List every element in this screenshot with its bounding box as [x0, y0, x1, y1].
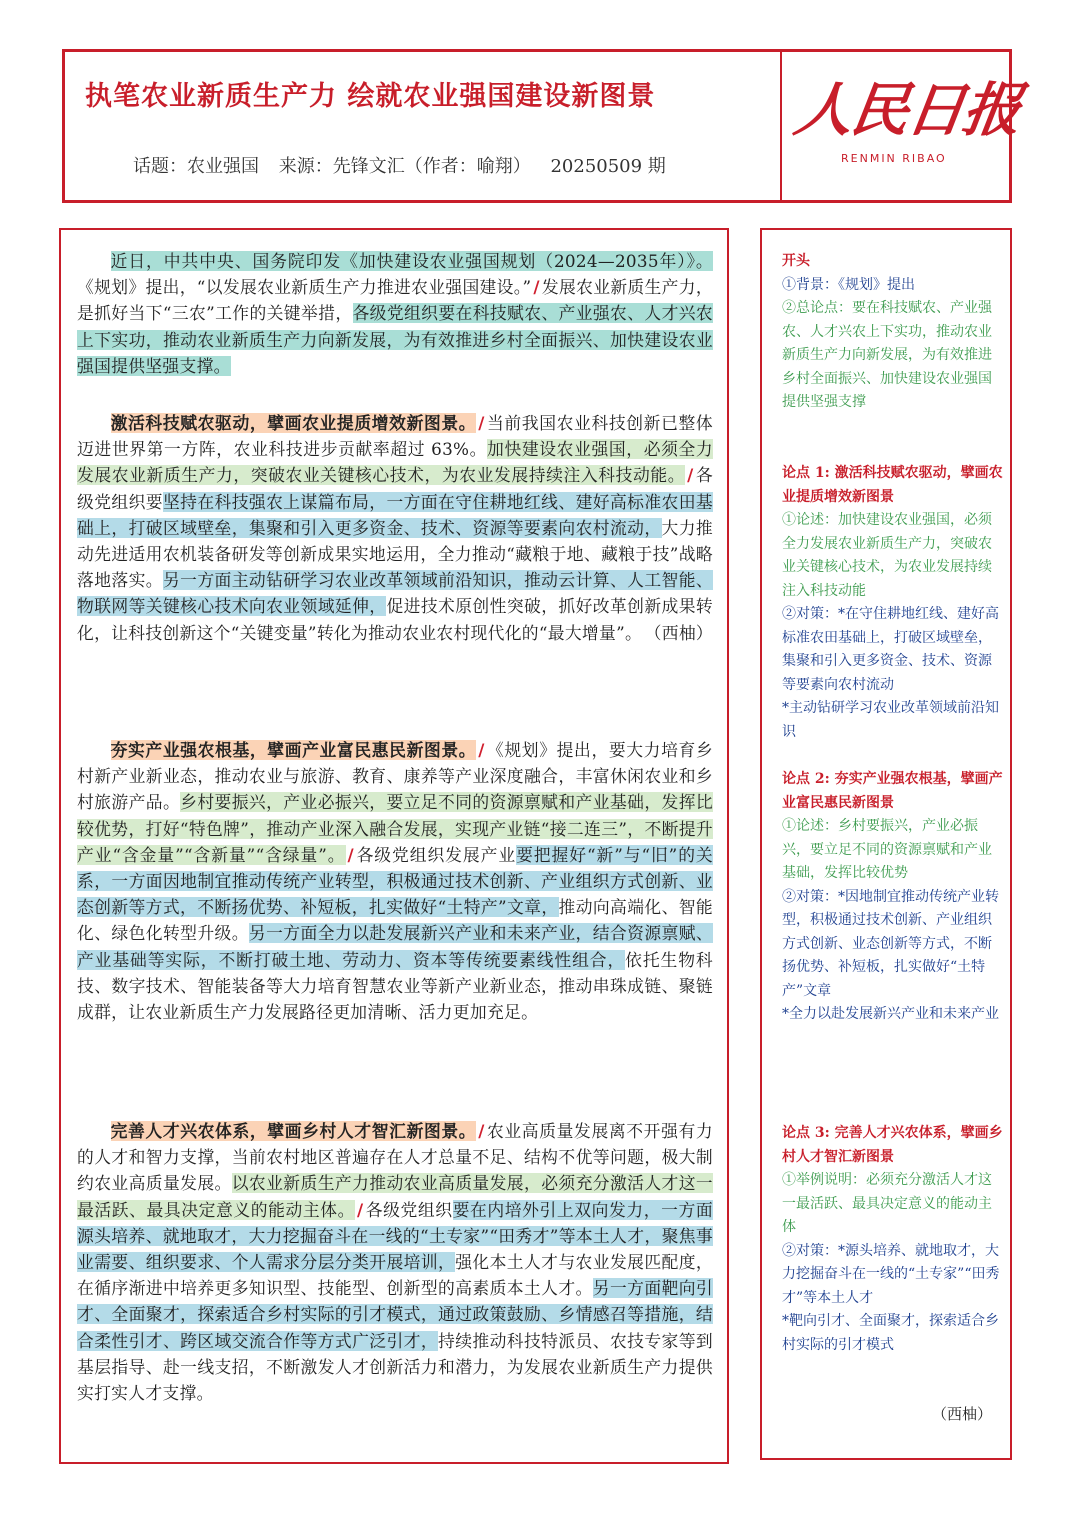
outline-heading: 论点 1: 激活科技赋农驱动，擘画农业提质增效新图景	[782, 465, 1003, 505]
paragraph-argument-1	[77, 410, 713, 646]
outline-item: ②对策：*在守住耕地红线、建好高标准农田基础上，打破区域壁垒，集聚和引入更多资金、技术、资源等要素向农村流动	[782, 606, 999, 693]
outline-item: ①举例说明：必须充分激活人才这一最活跃、最具决定意义的能动主体	[782, 1172, 992, 1235]
outline-argument-1	[782, 462, 1004, 744]
p3-heading: 夯实产业强农根基，擘画产业富民惠民新图景。	[110, 740, 477, 760]
topic-label: 话题：农业强国	[133, 156, 259, 177]
p4-e: 要在内培外引上双向发力，一方面源头培养、就地取才，大力挖掘奋斗在一线的“土专家”“田秀才”等本土人才，聚焦事业需要、组织要求、个人需求分层分类开展培训，	[77, 1199, 713, 1273]
paragraph-argument-2	[77, 737, 713, 1025]
outline-heading: 论点 3: 完善人才兴农体系，擘画乡村人才智汇新图景	[782, 1125, 1003, 1165]
p2-f: 大力推动先进适用农机装备研发等创新成果实地运用，全力推动“藏粮于地、藏粮于技”战略落地落实。	[77, 517, 713, 591]
slash-marker: /	[357, 1199, 364, 1220]
p2-g: 另一方面主动钻研学习农业改革领域前沿知识，推动云计算、人工智能、物联网等关键核心技术向农业领域延伸，	[77, 570, 713, 617]
p3-b: 《规划》提出，要大力培育乡村新产业新业态，推动农业与旅游、教育、康养等产业深度融合，丰富休闲农业和乡村旅游产品。	[77, 740, 713, 813]
outline-heading: 开头	[782, 253, 810, 269]
p2-e: 坚持在科技强农上谋篇布局，一方面在守住耕地红线、建好高标准农田基础上，打破区域壁垒，集聚和引入更多资金、技术、资源等要素向农村流动，	[77, 491, 713, 538]
slash-marker: /	[347, 844, 354, 865]
p4-c: 以农业新质生产力推动农业高质量发展，必须充分激活人才这一最活跃、最具决定意义的能动主体。	[77, 1173, 713, 1220]
p4-heading: 完善人才兴农体系，擘画乡村人才智汇新图景。	[110, 1121, 477, 1141]
p1-c: 发展农业新质生产力，是抓好当下“三农”工作的关键举措，	[77, 277, 713, 324]
p4-g: 另一方面靶向引才、全面聚才，探索适合乡村实际的引才模式，通过政策鼓励、乡情感召等措施，结合柔性引才、跨区域交流合作等方式广泛引才，	[77, 1278, 713, 1351]
header-box	[62, 49, 1024, 203]
p1-a: 近日，中共中央、国务院印发《加快建设农业强国规划（2024—2035年）》。	[110, 251, 713, 271]
slash-marker: /	[687, 465, 694, 486]
outline-sidebar	[760, 228, 1012, 1460]
outline-item: ②对策：*源头培养、就地取才，大力挖掘奋斗在一线的“土专家”“田秀才”等本土人才	[782, 1242, 1000, 1306]
outline-item: ①论述：加快建设农业强国，必须全力发展农业新质生产力，突破农业关键核心技术，为农业发展持续注入科技动能	[782, 512, 992, 599]
logo-text: 人民日报	[790, 76, 1024, 144]
p4-h: 持续推动科技特派员、农技专家等到基层指导、赴一线支招，不断激发人才创新活力和潜力，为发展农业新质生产力提供实打实人才支撑。	[77, 1330, 713, 1404]
p2-h: 促进技术原创性突破，抓好改革创新成果转化，让科技创新这个“关键变量”转化为推动农业农村现代化的“最大增量”。	[77, 596, 714, 643]
p2-d: 各级党组织要	[77, 465, 713, 512]
p3-e: 要把握好“新”与“旧”的关系，一方面因地制宜推动传统产业转型，积极通过技术创新、产业组织方式创新、业态创新等方式，不断扬优势、补短板，扎实做好“土特产”文章，	[77, 844, 714, 918]
p3-c: 乡村要振兴，产业必振兴，要立足不同的资源禀赋和产业基础，发挥比较优势，打好“特色牌”，推动产业深入融合发展，实现产业链“接二连三”，不断提升产业“含金量”“含新量”“含绿量”。	[77, 792, 713, 865]
outline-argument-2	[782, 768, 1004, 1027]
source-label: 来源：先锋文汇（作者：喻翔）	[278, 156, 531, 177]
p2-b: 当前我国农业科技创新已整体迈进世界第一方阵，农业科技进步贡献率超过 63%。	[77, 413, 713, 460]
p4-f: 强化本土人才与农业发展匹配度，在循序渐进中培养更多知识型、技能型、创新型的高素质本土人才。	[77, 1252, 713, 1299]
page-title: 执笔农业新质生产力 绘就农业强国建设新图景	[85, 81, 656, 112]
p4-b: 农业高质量发展离不开强有力的人才和智力支撑，当前农村地区普遍存在人才总量不足、结构不优等问题，极大制约农业高质量发展。	[77, 1121, 713, 1194]
outline-item: ②总论点：要在科技赋农、产业强农、人才兴农上下实功，推动农业新质生产力向新发展，为有效推进乡村全面振兴、加快建设农业强国提供坚强支撑	[782, 300, 992, 410]
p3-g: 另一方面全力以赴发展新兴产业和未来产业，结合资源禀赋、产业基础等实际，不断打破土地、劳动力、资本等传统要素线性组合，	[77, 923, 713, 970]
p4-d: 各级党组织	[365, 1199, 453, 1220]
issue-label: 20250509 期	[550, 156, 666, 177]
slash-marker: /	[533, 277, 540, 298]
outline-heading: 论点 2: 夯实产业强农根基，擘画产业富民惠民新图景	[782, 771, 1003, 811]
paragraph-argument-3	[77, 1118, 713, 1406]
p3-h: 依托生物科技、数字技术、智能装备等大力培育智慧农业等新产业新业态，推动串珠成链、聚链成群，让农业新质生产力发展路径更加清晰、活力更加充足。	[77, 949, 713, 1023]
outline-argument-3	[782, 1122, 1004, 1357]
outline-item: *靶向引才、全面聚才，探索适合乡村实际的引才模式	[782, 1313, 999, 1353]
p3-d: 各级党组织发展产业	[355, 844, 517, 865]
outline-intro	[782, 250, 1004, 415]
signature: （西柚）	[644, 622, 713, 643]
p3-f: 推动向高端化、智能化、绿色化转型升级。	[77, 897, 713, 944]
outline-item: *主动钻研学习农业改革领域前沿知识	[782, 700, 999, 740]
outline-item: *全力以赴发展新兴产业和未来产业	[782, 1006, 999, 1022]
p1-d: 各级党组织要在科技赋农、产业强农、人才兴农上下实功，推动农业新质生产力向新发展，为有效推进乡村全面振兴、加快建设农业强国提供坚强支撑。	[77, 303, 713, 376]
sidebar-signature: （西柚）	[932, 1405, 993, 1423]
p1-b: 《规划》提出，“以发展农业新质生产力推进农业强国建设。”	[77, 277, 532, 298]
paragraph-intro	[77, 248, 713, 379]
p2-c: 加快建设农业强国，必须全力发展农业新质生产力，突破农业关键核心技术，为农业发展持续注入科技动能。	[77, 439, 713, 486]
outline-item: ①论述：乡村要振兴，产业必振兴，要立足不同的资源禀赋和产业基础，发挥比较优势	[782, 818, 992, 881]
renmin-ribao-logo	[790, 70, 1024, 195]
p2-heading: 激活科技赋农驱动，擘画农业提质增效新图景。	[110, 413, 477, 433]
header-divider	[780, 52, 782, 200]
main-article	[59, 228, 729, 1464]
slash-marker: /	[478, 413, 485, 433]
slash-marker: /	[478, 1121, 485, 1141]
slash-marker: /	[478, 740, 485, 760]
header-meta	[133, 152, 680, 178]
logo-subtitle: RENMIN RIBAO	[841, 152, 947, 165]
outline-item: ①背景：《规划》提出	[782, 276, 915, 293]
outline-item: ②对策：*因地制宜推动传统产业转型，积极通过技术创新、产业组织方式创新、业态创新等方式，不断扬优势、补短板，扎实做好“土特产”文章	[782, 888, 999, 999]
